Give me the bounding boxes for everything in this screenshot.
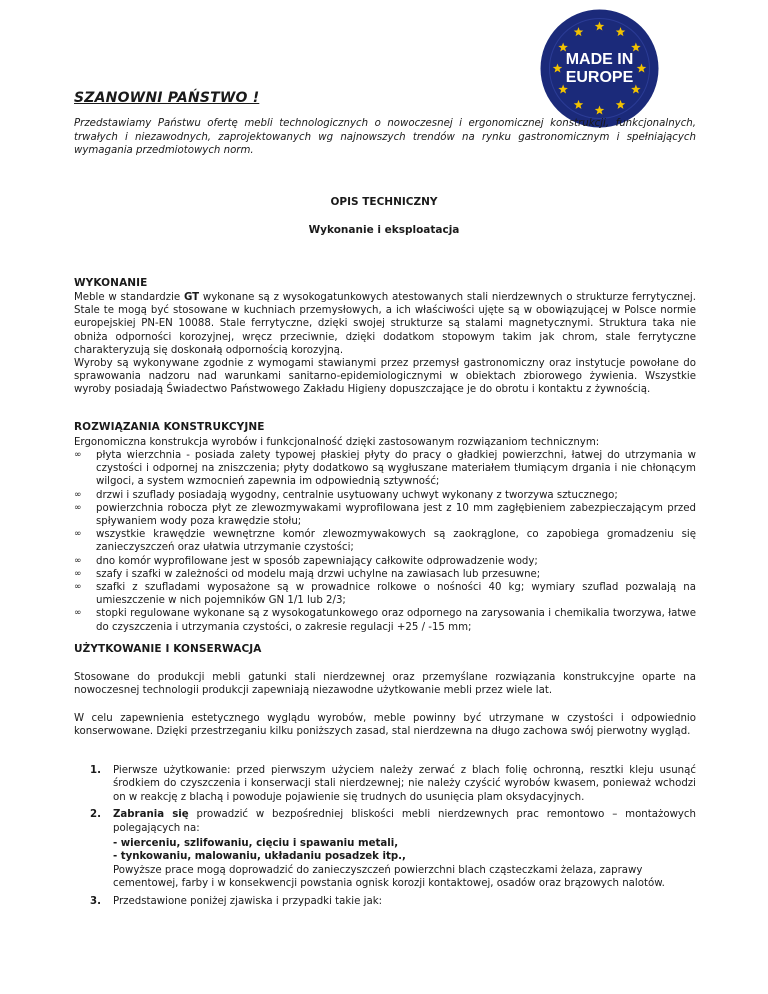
list-subitem: - wierceniu, szlifowaniu, cięciu i spawaniu metali, (113, 838, 399, 850)
badge-line2: EUROPE (565, 69, 634, 86)
bullet-symbol: ∞ (74, 608, 82, 619)
bullet-symbol: ∞ (74, 450, 82, 460)
intro-paragraph: Przedstawiamy Państwu ofertę mebli technologicznych o nowoczesnej i ergonomicznej konstrukcji, funkcjonalnych, trwałych i niezawodnych, zaprojektowanych wg najnowszych trendów na rynku gastronomicznym i spełniających wymagania przedmiotowych norm. (74, 118, 696, 156)
bullet-text: płyta wierzchnia - posiada zalety typowej płaskiej płyty do pracy o gładkiej powierzchni, łatwej do utrzymania w czystości i odpornej na zniszczenia; płyty dodatkowo są wygłuszane materiałem tłumiącym drgania i nie chłonącym wilgoci, a system wzmocnień zapewnia im odpowiednią sztywność; (96, 450, 696, 488)
bullet-symbol: ∞ (74, 489, 82, 500)
list-subitem-note: Powyższe prace mogą doprowadzić do zanieczyszczeń powierzchni blach cząsteczkami żelaza, zaprawy cementowej, farby i w konsekwencji powstania ognisk korozji kontaktowej, osadów oraz brązowych nalotów. (113, 864, 665, 890)
list-item: 1. Pierwsze użytkowanie: przed pierwszym użyciem należy zerwać z blach folię ochronną, resztki kleju usunąć środkiem do czyszczenia i konserwacji stali nierdzewnej; nie należy czyścić wyrobów kwasem, ponieważ wchodzi on w reakcję z blachą i powoduje pojawienie się trudnych do usunięcia plam oksydacyjnych. (90, 765, 696, 803)
greeting-heading: SZANOWNI PAŃSTWO ! (74, 90, 260, 106)
list-item: 2. Zabrania się prowadzić w bezpośredniej bliskości mebli nierdzewnych prac remontowo – montażowych polegających na: (90, 809, 696, 834)
uzytkowanie-paragraph-1: Stosowane do produkcji mebli gatunki stali nierdzewnej oraz przemyślane rozwiązania konstrukcyjne oparte na nowoczesnej technologii produkcji zapewniają niezawodne użytkowanie mebli przez wiele lat. (74, 672, 696, 697)
opis-title: OPIS TECHNICZNY (330, 196, 438, 208)
bullet-text: stopki regulowane wykonane są z wysokogatunkowego oraz odpornego na zarysowania i chemikalia tworzywa, łatwe do czyszczenia i utrzymania czystości, o zakresie regulacji +25 / -15 mm; (96, 608, 696, 633)
bullet-text: szafy i szafki w zależności od modelu mają drzwi uchylne na zawiasach lub przesuwne; (96, 568, 541, 580)
wykonanie-paragraph-1: Meble w standardzie GT wykonane są z wysokogatunkowych atestowanych stali nierdzewnych o strukturze ferrytycznej. Stale te mogą być stosowane w kuchniach przemysłowych, a ich właściwości ujęte są w obowiązującej w Polsce normie europejskiej PN-EN 10088. Stale ferrytyczne, dzięki swojej strukturze są stalami magnetycznymi. Struktura taka nie obniża odporności korozyjnej, wręcz przeciwnie, dzięki dodatkom stopowym takim jak chrom, stale ferrytyczne charakteryzują się doskonałą odpornością korozyjną. (74, 292, 696, 356)
bullet-text: dno komór wyprofilowane jest w sposób zapewniający całkowite odprowadzenie wody; (96, 555, 538, 567)
bullet-item (74, 568, 696, 581)
bullet-symbol: ∞ (74, 502, 82, 513)
bullet-item (74, 528, 696, 554)
wykonanie-paragraph-2: Wyroby są wykonywane zgodnie z wymogami stawianymi przez przemysł gastronomiczny oraz instytucje powołane do sprawowania nadzoru nad warunkami sanitarno-epidemiologicznymi w obiektach zbiorowego żywienia. Wszystkie wyroby posiadają Świadectwo Państwowego Zakładu Higieny dopuszczające je do obrotu i kontaktu z żywnością. (74, 358, 696, 396)
bullet-item (74, 502, 696, 528)
bullet-text: powierzchnia robocza płyt ze zlewozmywakami wyprofilowana jest z 10 mm zagłębieniem zabezpieczającym przed spływaniem wody poza krawędzie stołu; (96, 502, 696, 528)
badge-line1: MADE IN (565, 51, 634, 68)
bullet-text: drzwi i szuflady posiadają wygodny, centralnie usytuowany uchwyt wykonany z tworzywa sztucznego; (96, 489, 618, 501)
bullet-item (74, 489, 696, 502)
section-heading-rozwiazania: ROZWIĄZANIA KONSTRUKCYJNE (74, 421, 265, 433)
bullet-text: szafki z szufladami wyposażone są w prowadnice rolkowe o nośności 40 kg; wymiary szuflad pozwalają na umieszczenie w nich pojemników GN 1/1 lub 2/3; (96, 582, 696, 607)
bullet-symbol: ∞ (74, 529, 82, 540)
uzytkowanie-paragraph-2: W celu zapewnienia estetycznego wyglądu wyrobów, meble powinny być utrzymane w czystości i odpowiednio konserwowane. Dzięki przestrzeganiu kilku poniższych zasad, stal nierdzewna na długo zachowa swój pierwotny wygląd. (74, 713, 696, 738)
opis-subtitle: Wykonanie i eksploatacja (308, 224, 460, 236)
bullet-symbol: ∞ (74, 582, 82, 593)
made-in-europe-badge (539, 8, 660, 129)
rozwiazania-bullet-list (74, 449, 696, 634)
bullet-item (74, 449, 696, 489)
bullet-symbol: ∞ (74, 555, 82, 566)
numbered-list (90, 764, 696, 912)
rozwiazania-lead: Ergonomiczna konstrukcja wyrobów i funkcjonalność dzięki zastosowanym rozwiązaniom technicznym: (74, 437, 600, 448)
list-subitem: - tynkowaniu, malowaniu, układaniu posadzek itp., (113, 851, 406, 863)
bullet-symbol: ∞ (74, 568, 82, 579)
bullet-text: wszystkie krawędzie wewnętrzne komór zlewozmywakowych są zaokrąglone, co zapobiega gromadzeniu się zanieczyszczeń oraz ułatwia utrzymanie czystości; (96, 529, 696, 554)
bullet-item (74, 555, 696, 568)
section-heading-wykonanie: WYKONANIE (74, 277, 148, 289)
section-heading-uzytkowanie: UŻYTKOWANIE I KONSERWACJA (74, 643, 262, 655)
bullet-item (74, 581, 696, 607)
list-item: 3. Przedstawione poniżej zjawiska i przypadki takie jak: (90, 895, 383, 907)
bullet-item (74, 607, 696, 633)
